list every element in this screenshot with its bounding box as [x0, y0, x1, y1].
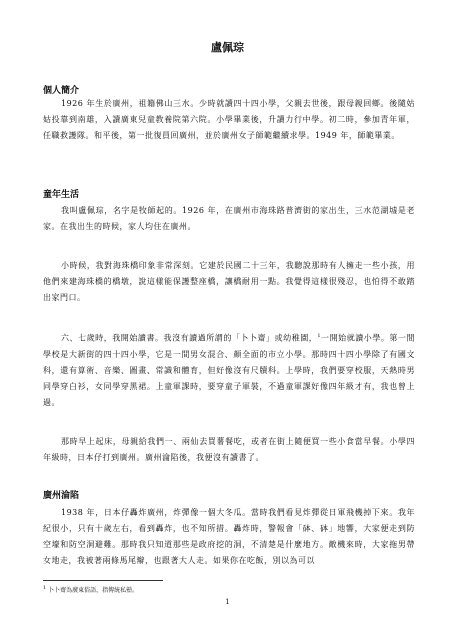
paragraph-childhood-1: 我叫盧佩琮，名字是牧師起的。1926 年，在廣州市海珠路普濟街的家出生，三水范湖墟是老家。在我出生的時候，家人均住在廣州。	[43, 206, 415, 231]
paragraph-fall-of-guangzhou: 1938 年，日本仔轟炸廣州，炸彈像一個大冬瓜。當時我們看見炸彈從日軍飛機掉下來。我年紀很小，只有十歲左右，看到轟炸，也不知所措。轟炸時，警報會「砵、砵」地響，大家便走到防空壕和防空洞避難。那時我只知道那些是政府挖的洞，不清楚是什麼地方。敵機來時，大家拖男帶女地走，我被著兩條馬尾辮，也跟著大人走。如果你在吃飯，別以為可以	[43, 508, 415, 565]
page-number: 1	[225, 598, 230, 606]
paragraph-childhood-2: 小時候，我對海珠橋印象非常深刻。它建於民國二十三年，我聽說那時有人擁走一些小孩，用他們來建海珠橋的橋墩，說這樣能保護整座橋，讓橋耐用一點。我覺得這樣很殘忍，也怕得不敢踏出家門口。	[43, 261, 415, 302]
paragraph-childhood-4: 那時早上起床，母親給我們一、兩仙去買薯餐吃，或者在街上隨便買一些小食當早餐。小學四年級時，日本仔打到廣州。廣州淪陷後，我便沒有讀書了。	[43, 437, 415, 462]
section-heading-fall-of-guangzhou: 廣州淪陷	[43, 491, 80, 501]
section-heading-childhood: 童年生活	[43, 190, 80, 200]
footnote-reference: 1	[317, 333, 322, 339]
footnote-divider	[43, 580, 163, 581]
paragraph-childhood-3-start: 六、七歲時，我開始讀書。我沒有讀過所謂的「卜卜齋」或幼稚園，	[61, 333, 318, 343]
footnote-text: 卜卜齋為廣東俗語，指傳統私塾。	[48, 587, 139, 594]
footnote-mark: 1	[43, 585, 47, 591]
footnote	[43, 585, 138, 594]
paragraph-childhood-3	[43, 328, 415, 411]
paragraph-profile: 1926 年生於廣州，祖籍佛山三水。少時就讀四十四小學，父親去世後，跟母親回鄉。後隨姑姑投靠到南雄，入讀廣東兒童教養院第六院。小學畢業後，升讀力行中學。初二時，參加青年軍，任職救護隊。和平後，第一批復員回廣州，並於廣州女子師範繼續求學。1949 年，師範畢業。	[43, 99, 415, 140]
page-title: 盧佩琮	[211, 41, 244, 54]
section-heading-profile: 個人簡介	[43, 86, 80, 96]
paragraph-childhood-3-rest: 一開始就讀小學。第一間學校是大新街的四十四小學，它是一間男女混合、顏全面的市立小學。那時四十四小學除了有國文科，還有算術、音樂、圖畫、常識和體育，但好像沒有尺牘科。上學時，我們要穿校服，天熱時男同學穿白衫，女同學穿黑裙。上童軍課時，要穿童子軍裝，不過童軍課好像四年級才有，我也曾上過。	[43, 333, 416, 407]
